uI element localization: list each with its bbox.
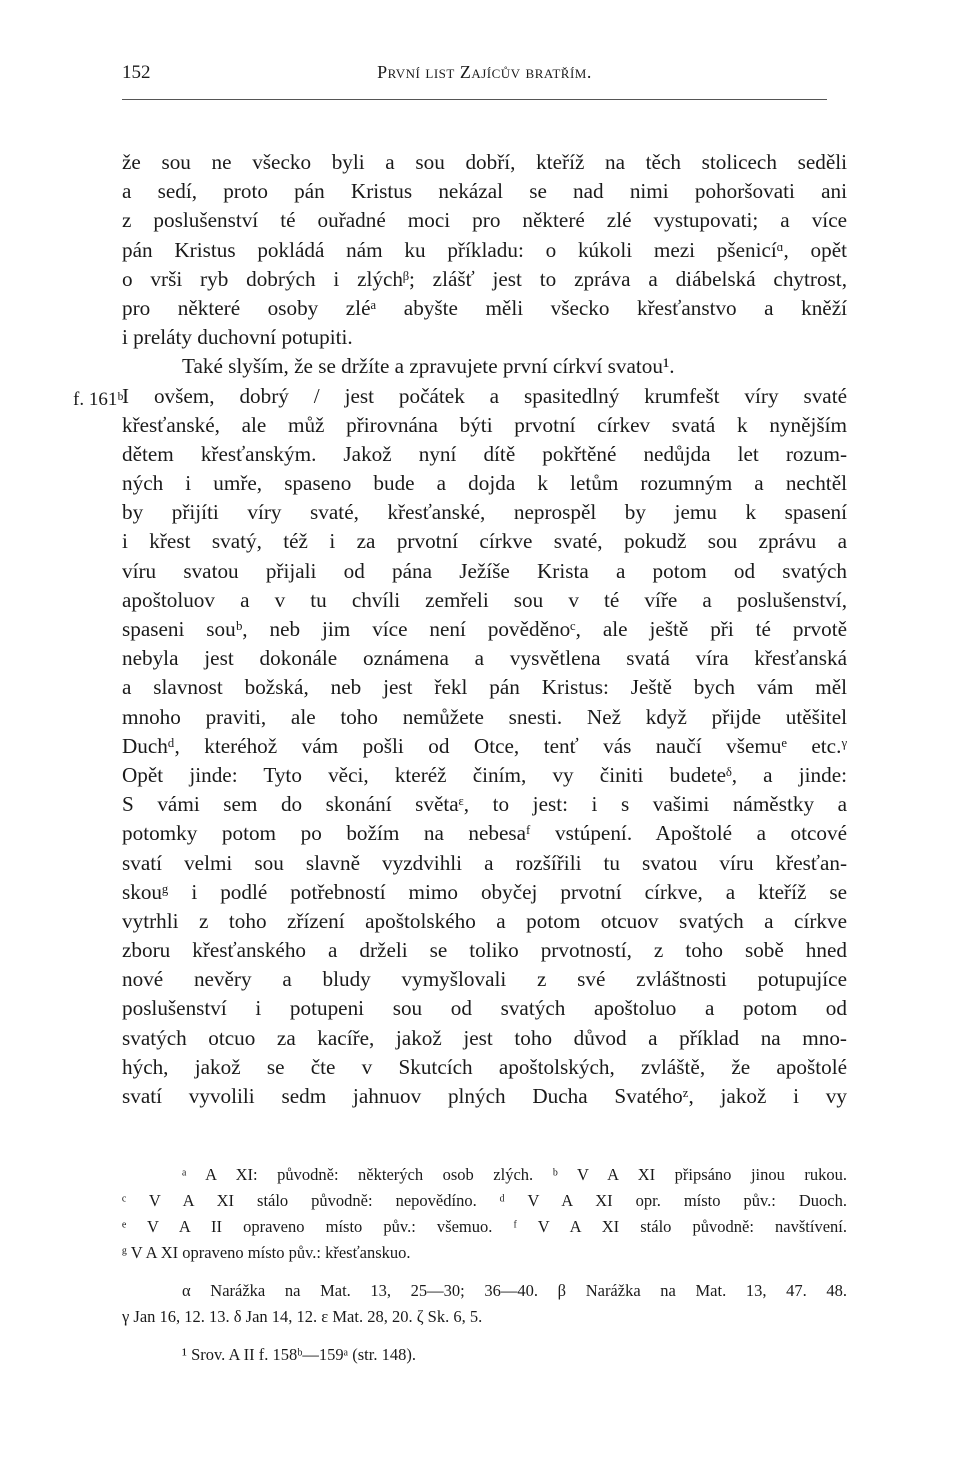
footnote-line: α Narážka na Mat. 13, 25—30; 36—40. β Narážka na Mat. 13, 47. 48. xyxy=(182,1281,847,1300)
text-line: svatí velmi sou slavně vyzdvihli a rozšířili tu svatou víru křesťan- xyxy=(122,850,847,875)
text-line: spaseni souᵇ, neb jim více není pověděnoᶜ, ale ještě při té prvotě xyxy=(122,617,847,641)
text-line: nebyla jest dokonále oznámena a vysvětlena svatá víra křesťanská xyxy=(122,646,847,671)
page-header xyxy=(122,62,847,90)
text-line: i křest svatý, též i za prvotní církve svaté, pokudž sou zprávu a xyxy=(122,529,847,554)
text-line: zboru křesťanského a drželi se toliko prvotností, z toho sobě hned xyxy=(122,938,847,963)
text-line: svatých otcuo za kacíře, jakož jest toho důvod a příklad na mno- xyxy=(122,1025,847,1050)
text-line: a slavnost božská, neb jest řekl pán Kristus: Ještě bych vám měl xyxy=(122,675,847,700)
text-line: pán Kristus pokládá nám ku příkladu: o kúkoli mezi pšenicíᵅ, opět xyxy=(122,237,847,262)
text-line: Opět jinde: Tyto věci, kteréž činím, vy činiti budeteᵟ, a jinde: xyxy=(122,762,847,787)
text-line: ných i umře, spaseno bude a dojda k letům rozumným a nechtěl xyxy=(122,471,847,496)
text-line: pro některé osoby zléᵃ abyšte měli všecko křesťanstvo a kněží xyxy=(122,295,847,320)
text-line: apoštoluov a v tu chvíli zemřeli sou v té víře a poslušenství, xyxy=(122,587,847,612)
text-line: potomky potom po božím na nebesaᶠ vstúpení. Apoštolé a otcové xyxy=(122,821,847,846)
text-line: hých, jakož se čte v Skutcích apoštolských, zvláště, že apoštolé xyxy=(122,1054,847,1079)
text-line: dětem křesťanským. Jakož nyní dítě pokřtěné nedůjda let rozum- xyxy=(122,441,847,466)
running-title: První list Zajícův bratřím. xyxy=(377,62,592,82)
footnote-line: ᵃ A XI: původně: některých osob zlých. ᵇ V A XI připsáno jinou rukou. xyxy=(182,1165,847,1184)
text-line: víru svatou přijali od pána Ježíše Krista a potom od svatých xyxy=(122,558,847,583)
text-line: skouᵍ i podlé potřebností mimo obyčej prvotní církve, a kteříž se xyxy=(122,879,847,904)
text-line: že sou ne všecko byli a sou dobří, kteříž na těch stolicech seděli xyxy=(122,150,847,174)
text-line: svatí vyvolili sedm jahnuov plných Ducha Svatéhoᶻ, jakož i vy xyxy=(122,1084,847,1108)
footnote-line: ᵍ V A XI opraveno místo pův.: křesťanskuo. xyxy=(122,1243,411,1262)
page-number: 152 xyxy=(122,62,151,83)
text-line: i preláty duchovní potupiti. xyxy=(122,325,353,350)
folio-margin-note: f. 161ᵇ xyxy=(73,389,124,410)
text-line: Duchᵈ, kteréhož vám pošli od Otce, tenť vás naučí všemuᵉ etc.ᵞ xyxy=(122,733,847,758)
text-line: a sedí, proto pán Kristus nekázal se nad nimi pohoršovati ani xyxy=(122,179,847,204)
text-line: křesťanské, ale můž přirovnána býti prvotní církev svatá k nynějším xyxy=(122,412,847,437)
text-line: z poslušenství té ouřadné moci pro některé zlé vystupovati; a více xyxy=(122,208,847,233)
footnotes xyxy=(122,1162,847,1368)
footnote-gap xyxy=(122,1266,847,1278)
text-line: vytrhli z toho zřízení apoštolského a potom otcuov svatých a církve xyxy=(122,908,847,933)
footnote-line: ᵉ V A II opraveno místo pův.: všemuo. ᶠ V A XI stálo původně: navštívení. xyxy=(122,1217,847,1236)
footnote-gap xyxy=(122,1330,847,1342)
footnote-line: ᶜ V A XI stálo původně: nepovědíno. ᵈ V A XI opr. místo pův.: Duoch. xyxy=(122,1191,847,1210)
text-line: o vrši ryb dobrých i zlýchᵝ; zlášť jest to zpráva a diábelská chytrost, xyxy=(122,266,847,291)
text-line: by přijíti víry svaté, křesťanské, neprospěl by jemu k spasení xyxy=(122,500,847,525)
text-line: poslušenství i potupeni sou od svatých apoštoluo a potom od xyxy=(122,996,847,1021)
text-line: S vámi sem do skonání světaᵋ, to jest: i s vašimi náměstky a xyxy=(122,792,847,817)
footnote-line: ¹ Srov. A II f. 158ᵇ—159ᵃ (str. 148). xyxy=(182,1345,416,1364)
footnote-line: γ Jan 16, 12. 13. δ Jan 14, 12. ε Mat. 28, 20. ζ Sk. 6, 5. xyxy=(122,1307,483,1326)
text-line: I ovšem, dobrý / jest počátek a spasitedlný krumfešt víry svaté xyxy=(122,383,847,408)
text-line: nové nevěry a bludy vymyšlovali z své zvláštnosti potupujíce xyxy=(122,967,847,992)
header-rule xyxy=(122,99,827,100)
text-line: mnoho praviti, ale toho nemůžete snesti. Než když přijde utěšitel xyxy=(122,704,847,729)
text-line: Také slyším, že se držíte a zpravujete první církví svatou¹. xyxy=(182,354,675,379)
main-text xyxy=(122,148,847,1111)
